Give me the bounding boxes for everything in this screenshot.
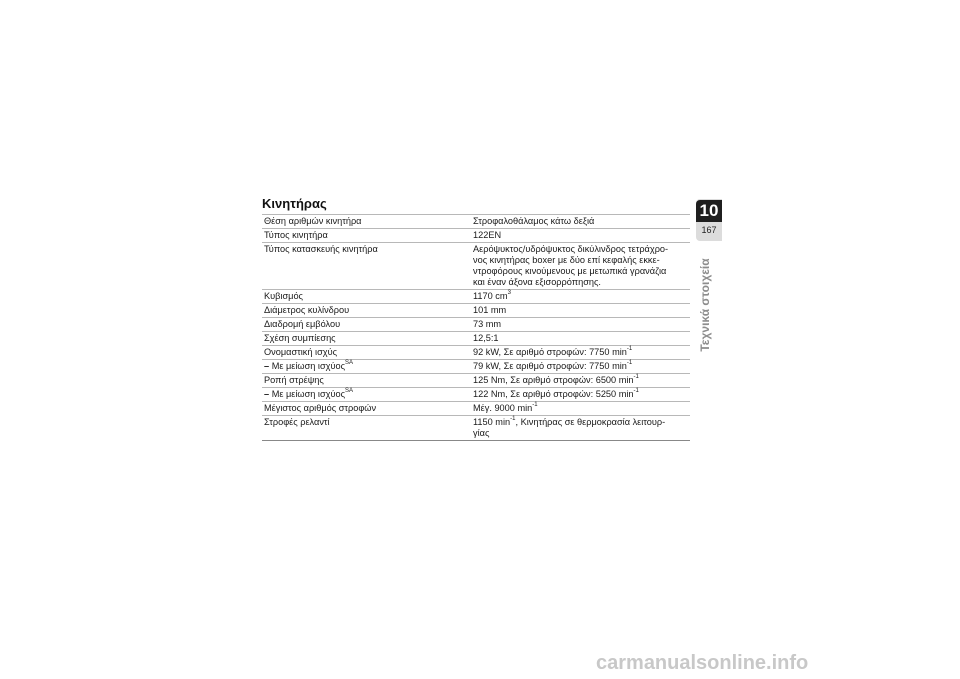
table-row (262, 290, 690, 304)
row-value (471, 402, 690, 416)
table-row (262, 402, 690, 416)
unit-superscript: -1 (532, 401, 538, 408)
value-line (473, 417, 688, 428)
value-text: 122 Nm, Σε αριθμό στροφών: 5250 min (473, 389, 634, 399)
value-line: Αερόψυκτος/υδρόψυκτος δικύλινδρος τετράχρο- (473, 244, 669, 254)
chapter-number: 10 (696, 200, 722, 222)
value-text: 79 kW, Σε αριθμό στροφών: 7750 min (473, 361, 627, 371)
row-label: Ονομαστική ισχύς (262, 346, 471, 360)
row-value: 122EN (471, 229, 690, 243)
row-label: Τύπος κινητήρα (262, 229, 471, 243)
unit-superscript: -1 (633, 387, 639, 394)
label-text: Με μείωση ισχύος (271, 361, 346, 371)
unit-superscript: -1 (626, 345, 633, 352)
table-row (262, 416, 690, 441)
chapter-tab (696, 199, 722, 241)
row-value: 101 mm (471, 304, 690, 318)
value-line: και έναν άξονα εξισορρόπησης. (473, 277, 601, 287)
value-text: 125 Nm, Σε αριθμό στροφών: 6500 min (473, 375, 634, 385)
row-value (471, 360, 690, 374)
value-text: 1170 cm (473, 291, 508, 301)
row-label: Τύπος κατασκευής κινητήρα (262, 243, 471, 290)
page-number: 167 (701, 225, 717, 235)
row-label: Διαδρομή εμβόλου (262, 318, 471, 332)
value-text: 1150 min (473, 417, 511, 427)
row-value (471, 290, 690, 304)
option-superscript: SA (345, 359, 354, 366)
label-text: Με μείωση ισχύος (271, 389, 346, 399)
value-text: Μέγ. 9000 min (473, 403, 533, 413)
row-value: 12,5:1 (471, 332, 690, 346)
unit-superscript: 3 (507, 289, 511, 296)
value-text: , Κινητήρας σε θερμοκρασία λειτουρ- (515, 417, 666, 427)
row-value (471, 346, 690, 360)
table-row (262, 318, 690, 332)
unit-superscript: -1 (633, 373, 639, 380)
table-row (262, 304, 690, 318)
row-label: Στροφές ρελαντί (262, 416, 471, 441)
value-text: 92 kW, Σε αριθμό στροφών: 7750 min (473, 347, 627, 357)
watermark: carmanualsonline.info (596, 652, 809, 674)
value-line: νος κινητήρας boxer με δύο επί κεφαλής εκκε- (473, 255, 660, 265)
table-row (262, 346, 690, 360)
unit-superscript: -1 (626, 359, 633, 366)
table-row (262, 215, 690, 229)
table-row (262, 332, 690, 346)
table-row (262, 229, 690, 243)
row-value (471, 243, 690, 290)
row-value: 73 mm (471, 318, 690, 332)
table-row (262, 374, 690, 388)
row-value (471, 374, 690, 388)
table-row (262, 243, 690, 290)
row-value (471, 388, 690, 402)
row-value: Στροφαλοθάλαμος κάτω δεξιά (471, 215, 690, 229)
row-label: Κυβισμός (262, 290, 471, 304)
row-label (262, 360, 471, 374)
row-label: Μέγιστος αριθμός στροφών (262, 402, 471, 416)
engine-spec-table (262, 214, 690, 441)
dash-marker: – (264, 389, 270, 399)
row-label: Ροπή στρέψης (262, 374, 471, 388)
table-row (262, 360, 690, 374)
section-title: Κινητήρας (262, 196, 327, 211)
table-row (262, 388, 690, 402)
row-value (471, 416, 690, 441)
option-superscript: SA (345, 387, 354, 394)
row-label: Θέση αριθμών κινητήρα (262, 215, 471, 229)
row-label: Σχέση συμπίεσης (262, 332, 471, 346)
chapter-side-title: Τεχνικά στοιχεία (698, 258, 712, 352)
dash-marker: – (264, 361, 270, 371)
row-label: Διάμετρος κυλίνδρου (262, 304, 471, 318)
unit-superscript: -1 (510, 415, 516, 422)
row-label (262, 388, 471, 402)
value-line: ντροφόρους κινούμενους με μετωπικά γρανάζια (473, 266, 667, 276)
value-line: γίας (473, 428, 490, 438)
